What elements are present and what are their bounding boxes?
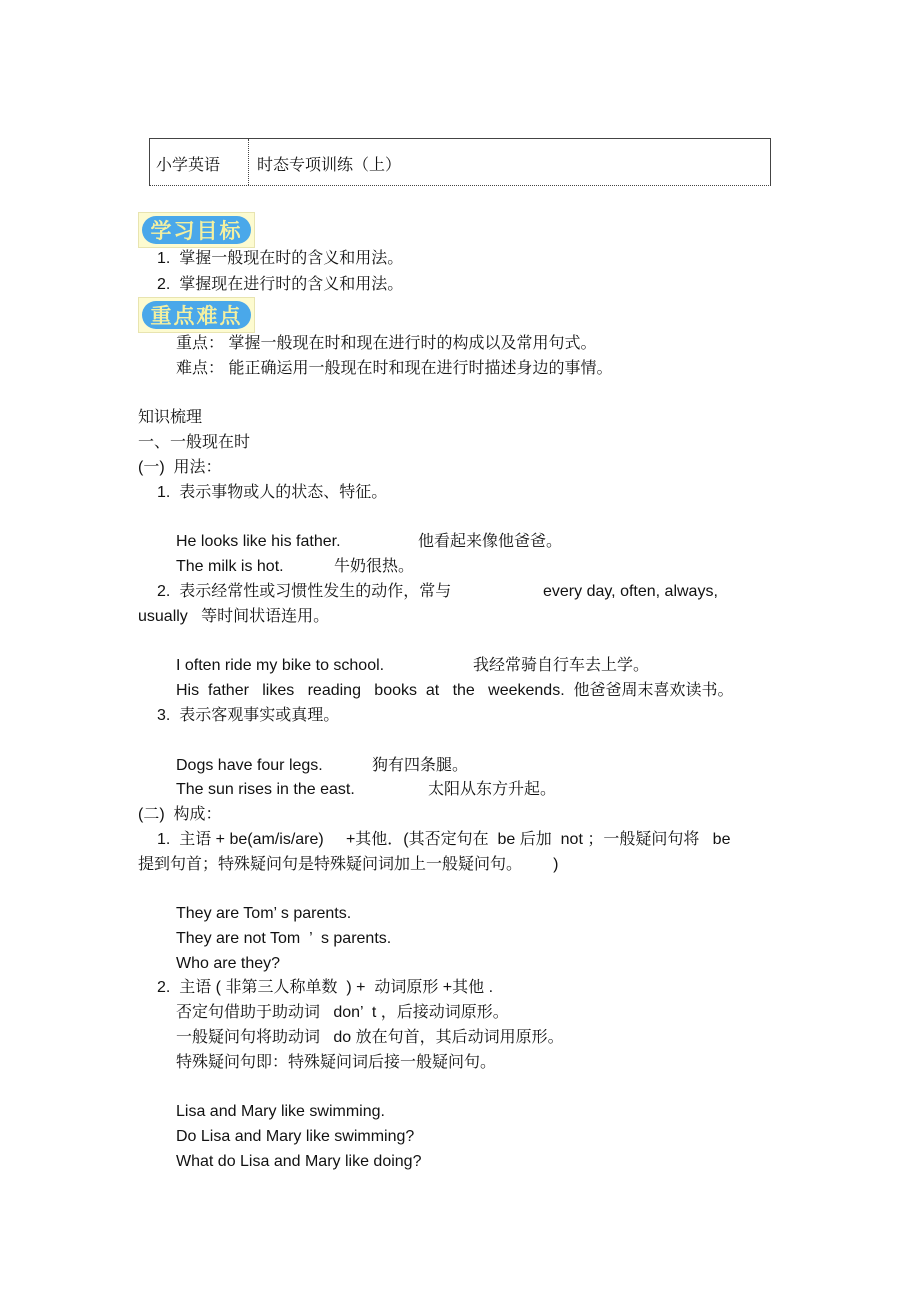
example-zh: 我经常骑自行车去上学。	[473, 657, 650, 674]
structure-note: 一般疑问句将助动词 do 放在句首，其后动词用原形。	[176, 1029, 564, 1046]
usage-item: 1. 表示事物或人的状态、特征。	[157, 484, 388, 501]
structure-item-cont: 提到句首；特殊疑问句是特殊疑问词加上一般疑问句。 )	[138, 856, 559, 873]
structure-item: 1. 主语 + be(am/is/are) +其他．(其否定句在 be 后加 not ；一般疑问句将 be	[157, 831, 731, 848]
example-en: They are not Tom ’ s parents.	[176, 930, 392, 947]
structure-note: 否定句借助于助动词 don’ t ，后接动词原形。	[176, 1004, 509, 1021]
structure-item: 2. 主语 ( 非第三人称单数 ) + 动词原形 +其他 .	[157, 979, 494, 996]
example-zh: 他看起来像他爸爸。	[418, 533, 563, 550]
difficulty-text: 难点： 能正确运用一般现在时和现在进行时描述身边的事情。	[176, 360, 613, 377]
structure-note: 特殊疑问句即：特殊疑问词后接一般疑问句。	[176, 1054, 497, 1071]
goal-item: 1. 掌握一般现在时的含义和用法。	[157, 250, 404, 267]
structure-heading: (二) 构成：	[138, 806, 222, 823]
key-points-badge	[138, 297, 255, 333]
focus-text: 重点： 掌握一般现在时和现在进行时的构成以及常用句式。	[176, 335, 597, 352]
subject-cell: 小学英语	[156, 157, 221, 174]
example-en: I often ride my bike to school.	[176, 657, 385, 674]
usage-adverbs: every day, often, always,	[543, 583, 718, 600]
goals-badge-label: 学习目标	[142, 216, 251, 244]
usage-heading: (一) 用法：	[138, 459, 222, 476]
example-en: The sun rises in the east.	[176, 781, 355, 798]
example-zh: 太阳从东方升起。	[428, 781, 557, 798]
title-cell: 时态专项训练（上）	[257, 157, 402, 174]
example-zh: 牛奶很热。	[334, 558, 415, 575]
usage-item-cont: usually 等时间状语连用。	[138, 608, 330, 625]
usage-item: 2. 表示经常性或习惯性发生的动作，常与	[157, 583, 452, 600]
example-en: What do Lisa and Mary like doing?	[176, 1153, 422, 1170]
key-points-badge-label: 重点难点	[142, 301, 251, 329]
part-heading: 一、一般现在时	[138, 434, 251, 451]
example-line: His father likes reading books at the weekends. 他爸爸周末喜欢读书。	[176, 682, 734, 699]
example-en: Who are they?	[176, 955, 281, 972]
section-title: 知识梳理	[138, 409, 203, 426]
goals-badge	[138, 212, 255, 248]
cell-divider	[248, 139, 249, 185]
example-en: Lisa and Mary like swimming.	[176, 1103, 385, 1120]
usage-item: 3. 表示客观事实或真理。	[157, 707, 340, 724]
example-en: He looks like his father.	[176, 533, 341, 550]
example-en: Do Lisa and Mary like swimming?	[176, 1128, 415, 1145]
example-zh: 狗有四条腿。	[372, 757, 469, 774]
example-en: They are Tom’ s parents.	[176, 905, 352, 922]
header-table	[149, 138, 771, 186]
goal-item: 2. 掌握现在进行时的含义和用法。	[157, 276, 404, 293]
example-en: The milk is hot.	[176, 558, 284, 575]
example-en: Dogs have four legs.	[176, 757, 323, 774]
